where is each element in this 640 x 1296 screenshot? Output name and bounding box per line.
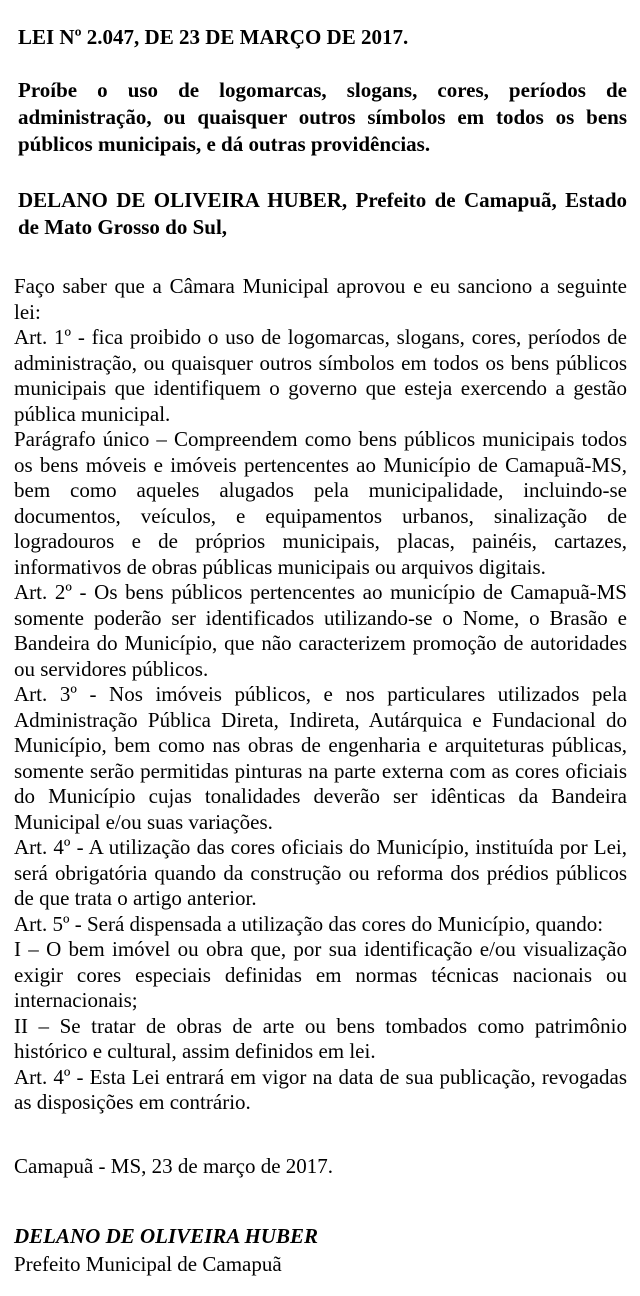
dateline: Camapuã - MS, 23 de março de 2017. [14,1153,334,1178]
law-paragraph: Art. 5º - Será dispensada a utilização das cores do Município, quando: [14,911,604,936]
law-paragraph: Art. 1º - fica proibido o uso de logomarcas, slogans, cores, períodos de administração, ou quaisquer outros símbolos em todos os bens públicos municipais que identifiquem o governo que esteja exercendo a gestão pública municipal. [14,325,627,426]
signature-role: Prefeito Municipal de Camapuã [14,1251,282,1276]
law-paragraph: Faço saber que a Câmara Municipal aprovou e eu sanciono a seguinte lei: [14,274,627,324]
law-body [14,274,627,1116]
law-summary: Proíbe o uso de logomarcas, slogans, cores, períodos de administração, ou quaisquer outros símbolos em todos os bens públicos municipais, e dá outras providências. [18,78,627,156]
law-paragraph: Parágrafo único – Compreendem como bens públicos municipais todos os bens móveis e imóveis pertencentes ao Município de Camapuã-MS, bem como aqueles alugados pela municipalidade, incluindo-se documentos, veículos, e equipamentos urbanos, sinalização de logradouros e de próprios municipais, placas, painéis, cartazes, informativos de obras públicas municipais ou arquivos digitais. [14,427,627,579]
law-paragraph: I – O bem imóvel ou obra que, por sua identificação e/ou visualização exigir cores especiais definidas em normas técnicas nacionais ou internacionais; [14,937,627,1012]
law-paragraph: II – Se tratar de obras de arte ou bens tombados como patrimônio histórico e cultural, assim definidos em lei. [14,1013,627,1063]
signature-name: DELANO DE OLIVEIRA HUBER [14,1224,318,1248]
law-paragraph: Art. 2º - Os bens públicos pertencentes ao município de Camapuã-MS somente poderão ser identificados utilizando-se o Nome, o Brasão e Bandeira do Município, que não caracterizem promoção de autoridades ou servidores públicos. [14,580,627,681]
law-title: LEI Nº 2.047, DE 23 DE MARÇO DE 2017. [18,25,409,49]
law-paragraph: Art. 3º - Nos imóveis públicos, e nos particulares utilizados pela Administração Pública Direta, Indireta, Autárquica e Fundacional do Município, bem como nas obras de engenharia e arquiteturas públicas, somente serão permitidas pinturas na parte externa com as cores oficiais do Município cujas tonalidades deverão ser idênticas da Bandeira Municipal e/ou suas variações. [14,682,627,834]
law-preamble: DELANO DE OLIVEIRA HUBER, Prefeito de Camapuã, Estado de Mato Grosso do Sul, [18,188,627,239]
law-paragraph: Art. 4º - Esta Lei entrará em vigor na data de sua publicação, revogadas as disposições em contrário. [14,1064,627,1114]
law-paragraph: Art. 4º - A utilização das cores oficiais do Município, instituída por Lei, será obrigatória quando da construção ou reforma dos prédios públicos de que trata o artigo anterior. [14,835,627,910]
